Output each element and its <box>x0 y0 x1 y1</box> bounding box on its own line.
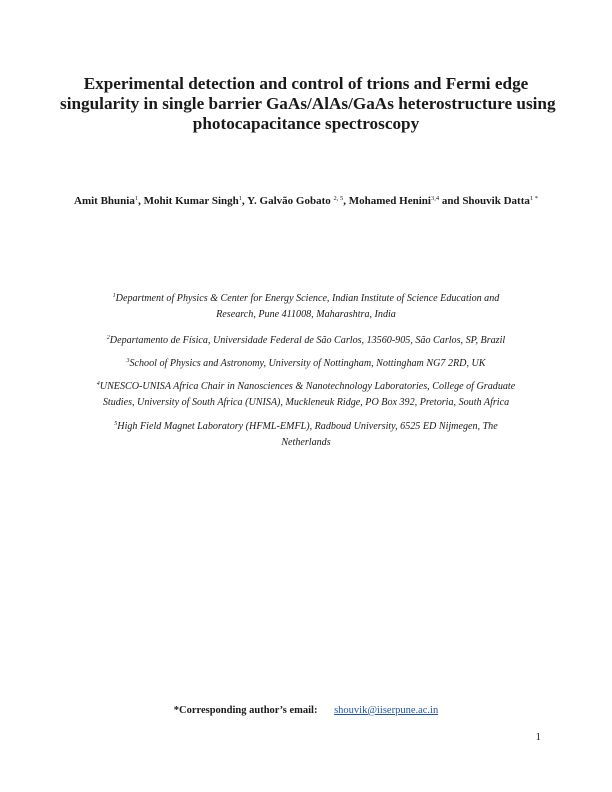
affiliation-line <box>60 419 552 435</box>
affiliation-text: UNESCO-UNISA Africa Chair in Nanosciences & Nanotechnology Laboratories, College of Graduate <box>99 381 516 392</box>
affiliation-mark: 1 <box>112 293 116 299</box>
title-line: photocapacitance spectroscopy <box>192 114 420 133</box>
affiliation-text: School of Physics and Astronomy, University of Nottingham, Nottingham NG7 2RD, UK <box>129 358 486 369</box>
corresponding-author-label: *Corresponding author’s email: <box>173 705 318 716</box>
title-line: Experimental detection and control of trions and Fermi edge <box>83 74 529 93</box>
author-name: Shouvik Datta <box>462 195 530 207</box>
affiliation-line <box>60 379 552 395</box>
author-separator: , <box>242 195 248 207</box>
paper-title <box>60 74 556 134</box>
corresponding-author <box>60 705 552 716</box>
affiliation-3 <box>60 356 552 372</box>
page-number: 1 <box>535 731 541 743</box>
author-affiliation-mark: 1 * <box>529 195 538 202</box>
author-name: Y. Galvão Gobato <box>247 195 334 207</box>
affiliation-mark: 4 <box>96 381 100 387</box>
author-name: Mohamed Henini <box>348 195 431 207</box>
affiliation-line: Studies, University of South Africa (UNISA), Muckleneuk Ridge, PO Box 392, Pretoria, South Africa <box>102 396 510 408</box>
affiliation-4 <box>60 379 552 410</box>
affiliation-1 <box>60 291 552 322</box>
author-affiliation-mark: 3,4 <box>430 195 440 202</box>
author-separator: and <box>439 195 463 207</box>
affiliation-line <box>60 356 552 372</box>
affiliation-line <box>60 291 552 307</box>
author-name: Mohit Kumar Singh <box>143 195 239 207</box>
affiliation-mark: 2 <box>106 335 110 341</box>
author-affiliation-mark: 1 <box>134 195 139 202</box>
affiliation-text: Department of Physics & Center for Energy Science, Indian Institute of Science Education and <box>115 293 500 304</box>
affiliation-line <box>60 333 552 349</box>
affiliation-mark: 3 <box>126 358 130 364</box>
affiliation-text: Departamento de Física, Universidade Federal de São Carlos, 13560-905, São Carlos, SP, Brazil <box>109 335 506 346</box>
affiliation-2 <box>60 333 552 349</box>
affiliation-line: Research, Pune 411008, Maharashtra, India <box>216 308 396 320</box>
affiliation-line: Netherlands <box>281 436 331 448</box>
author-affiliation-mark: 2, 5 <box>333 195 344 202</box>
author-separator: , <box>343 195 349 207</box>
affiliation-mark: 5 <box>114 421 118 427</box>
title-line: singularity in single barrier GaAs/AlAs/GaAs heterostructure using <box>60 94 556 113</box>
author-list <box>40 195 572 207</box>
author-name: Amit Bhunia <box>74 195 135 207</box>
affiliation-5 <box>60 419 552 450</box>
author-separator: , <box>138 195 144 207</box>
affiliation-text: High Field Magnet Laboratory (HFML-EMFL), Radboud University, 6525 ED Nijmegen, The <box>117 421 498 432</box>
author-affiliation-mark: 1 <box>238 195 242 202</box>
corresponding-author-email-link[interactable]: shouvik@iiserpune.ac.in <box>334 705 439 716</box>
